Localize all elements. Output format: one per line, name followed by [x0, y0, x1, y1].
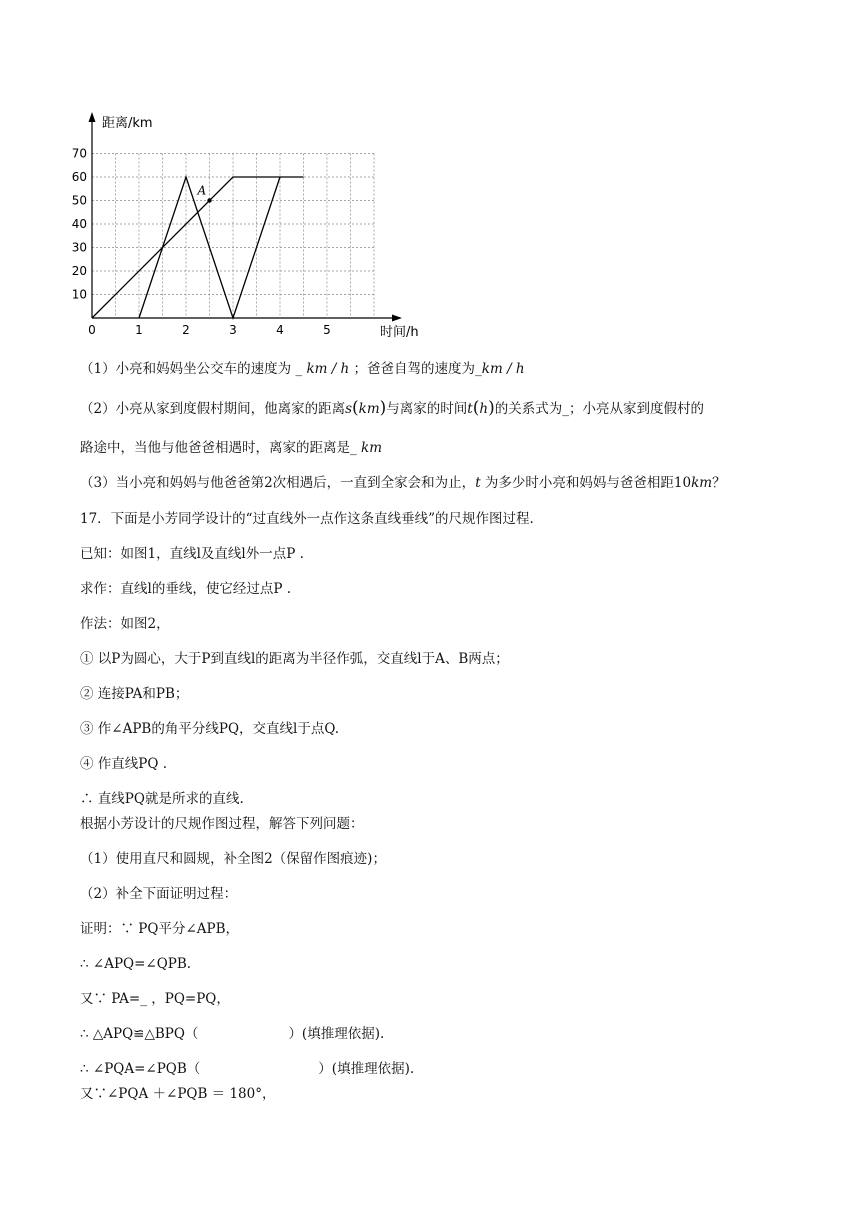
point-a-marker	[207, 198, 211, 202]
q17-proof4	[80, 1025, 384, 1043]
x-tick-label: 0	[88, 323, 96, 337]
q16-part2: （2）小亮从家到度假村期间，他离家的距离s(km)与离家的时间t(h)的关系式为_；小亮从家到度假村的	[80, 398, 704, 418]
q16-part2-text-a: （2）小亮从家到度假村期间，他离家的距离	[80, 401, 346, 417]
q17-step2: ② 连接PA和PB；	[80, 686, 189, 702]
y-axis-arrow	[89, 112, 96, 122]
y-tick-label: 50	[71, 193, 87, 208]
q17-proof5-text-a: ∴ ∠PQA=∠PQB（	[80, 1061, 201, 1077]
y-tick-label: 40	[71, 217, 87, 231]
y-tick-label: 30	[71, 240, 87, 255]
q17-proof1: 证明：∵ PQ平分∠APB，	[80, 921, 240, 937]
q16-part2b-unit: km	[361, 440, 383, 456]
q17-step1: ① 以P为圆心，大于P到直线l的距离为半径作弧，交直线l于A、B两点；	[80, 651, 509, 667]
q17-proof6: 又∵∠PQA ＋∠PQB ＝ 180°，	[80, 1086, 276, 1102]
q17-known: 已知：如图1，直线l及直线l外一点P .	[80, 546, 304, 562]
q16-part3-text-b: 为多少时小亮和妈妈与爸爸相距10	[484, 475, 692, 491]
q17-conclusion: ∴ 直线PQ就是所求的直线.	[80, 791, 244, 807]
q17-method: 作法：如图2，	[80, 616, 170, 632]
q16-part2-text-b: 与离家的时间	[386, 401, 468, 417]
x-axis-arrow	[392, 315, 402, 322]
q17-proof5	[80, 1060, 414, 1078]
q16-part3-text-a: （3）当小亮和妈妈与他爸爸第2次相遇后，一直到全家会和为止，	[80, 475, 476, 491]
q16-part2-var-s: s	[345, 401, 353, 417]
q16-part3-text-c: ？	[712, 475, 726, 491]
q17-step3: ③ 作∠APB的角平分线PQ，交直线l于点Q.	[80, 721, 340, 737]
y-tick-label: 20	[71, 264, 87, 278]
q16-part1-text-a: （1）小亮和妈妈坐公交车的速度为 _	[80, 361, 303, 377]
q17-proof2: ∴ ∠APQ=∠QPB.	[80, 956, 192, 972]
x-tick-label: 1	[135, 323, 143, 337]
q17-proof3: 又∵ PA=_ ，PQ=PQ，	[80, 991, 230, 1007]
q16-part2-unit-h: h	[479, 401, 489, 417]
point-a-label: A	[197, 183, 207, 198]
graph-svg	[70, 104, 430, 344]
axes	[89, 112, 403, 322]
q17-require: 求作：直线l的垂线，使它经过点P .	[80, 581, 291, 597]
y-tick-label: 70	[71, 146, 87, 161]
q16-part3-unit: km	[691, 475, 713, 491]
q17-proof4-text-a: ∴ △APQ≌△BPQ（	[80, 1026, 199, 1042]
q16-part2-continued	[80, 439, 382, 457]
q16-part1-text-b: ；爸爸自驾的速度为_	[353, 361, 482, 377]
q17-ask: 根据小芳设计的尺规作图过程，解答下列问题：	[80, 816, 364, 832]
x-tick-label: 4	[276, 323, 284, 337]
q16-part2-unit-km: km	[358, 401, 380, 417]
q17-proof4-text-b: ）(填推理依据).	[288, 1026, 385, 1042]
q16-part2-text-c: 的关系式为_；小亮从家到度假村的	[494, 401, 704, 417]
q16-part3	[80, 474, 726, 492]
x-tick-label: 3	[229, 323, 237, 337]
grid-lines	[92, 154, 374, 319]
x-tick-label: 2	[182, 323, 190, 337]
y-tick-labels	[72, 147, 87, 302]
y-tick-label: 10	[71, 287, 87, 302]
x-tick-labels	[88, 323, 331, 337]
y-tick-label: 60	[71, 170, 87, 184]
q17-step4: ④ 作直线PQ .	[80, 756, 168, 772]
q17-title: 17．下面是小芳同学设计的“过直线外一点作这条直线垂线”的尺规作图过程.	[80, 511, 534, 527]
y-axis-title: 距离/km	[102, 116, 153, 131]
x-axis-title: 时间/h	[380, 325, 419, 340]
distance-time-graph	[70, 104, 430, 344]
q16-part1-unit1: km / h	[306, 361, 350, 377]
q16-part2-var-t: t	[467, 401, 473, 417]
x-tick-label: 5	[323, 323, 331, 337]
q16-part1	[80, 360, 525, 378]
q16-part1-unit2: km / h	[481, 361, 525, 377]
q17-sub2: （2）补全下面证明过程：	[80, 886, 238, 902]
q17-proof5-text-b: ）(填推理依据).	[318, 1061, 415, 1077]
q16-part3-var-t: t	[475, 475, 481, 491]
q17-sub1: （1）使用直尺和圆规，补全图2（保留作图痕迹)；	[80, 851, 386, 867]
q16-part2b-text: 路途中，当他与他爸爸相遇时，离家的距离是_	[80, 440, 357, 456]
